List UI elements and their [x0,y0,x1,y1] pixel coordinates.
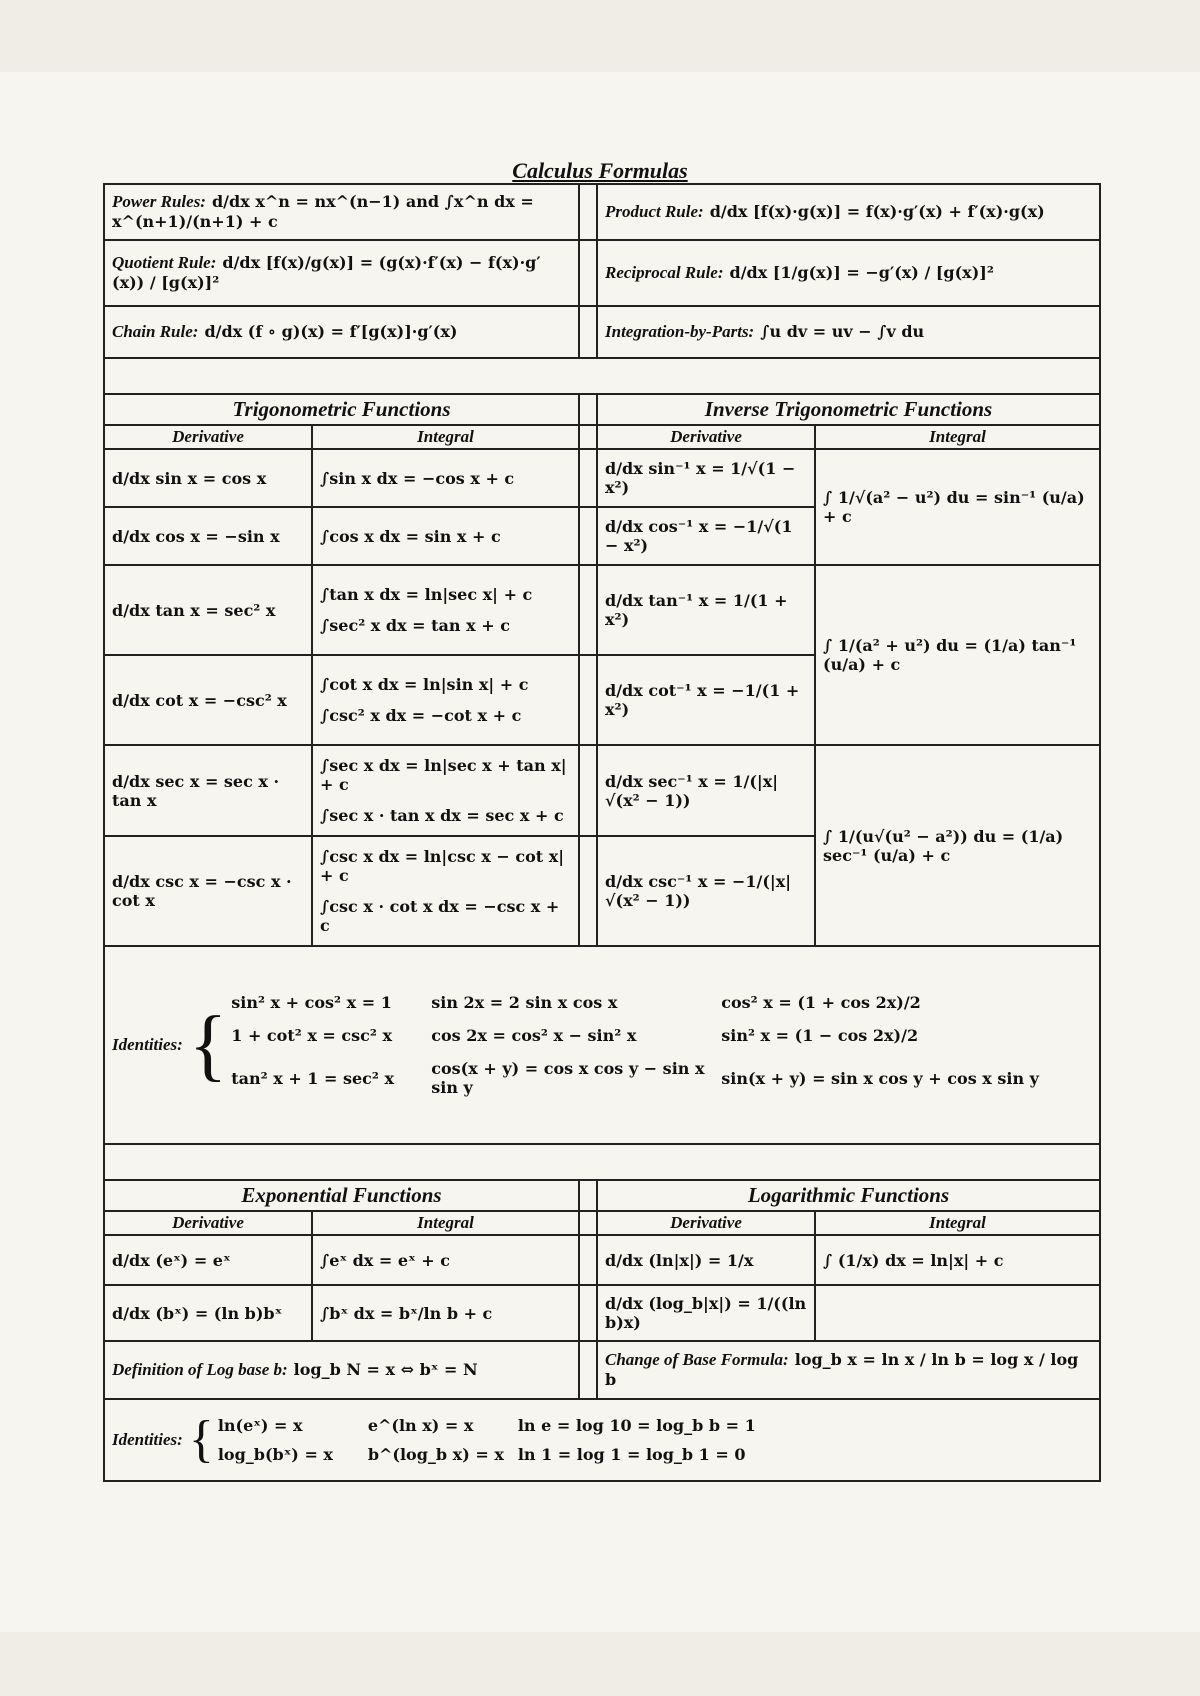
trig-derivative: d/dx tan x = sec² x [104,565,312,655]
column-gap [579,1285,597,1341]
inverse-integral: ∫ 1/(a² + u²) du = (1/a) tan⁻¹ (u/a) + c [815,565,1100,745]
rules-table [103,183,1101,395]
log-identities-label: Identities: [112,1430,183,1449]
identity: b^(log_b x) = x [367,1445,504,1464]
trig-integral [312,745,579,836]
trig-integral-line: ∫csc² x dx = −cot x + c [320,706,522,725]
trig-integral-line: ∫csc x dx = ln|csc x − cot x| + c [320,847,565,885]
parts-rule-formula: ∫u dv = uv − ∫v du [760,322,925,341]
chain-rule-formula: d/dx (f ∘ g)(x) = f′[g(x)]·g′(x) [204,322,458,341]
log-identities-grid [218,1416,848,1464]
trig-integral: ∫cos x dx = sin x + c [312,507,579,565]
log-integral: ∫ (1/x) dx = ln|x| + c [815,1235,1100,1285]
exp-integral-header: Integral [312,1211,579,1235]
identity: tan² x + 1 = sec² x [231,1068,395,1088]
column-gap [579,1341,597,1399]
reciprocal-rule-label: Reciprocal Rule: [605,263,724,282]
trig-derivative: d/dx csc x = −csc x · cot x [104,836,312,946]
quotient-rule-formula: d/dx [f(x)/g(x)] = (g(x)·f′(x) − f(x)·g′(x)) / [g(x)]² [112,253,541,292]
exp-log-table [103,1179,1101,1482]
formula-sheet [103,183,1101,1482]
identity: cos 2x = cos² x − sin² x [431,1026,637,1045]
inverse-integral: ∫ 1/(u√(u² − a²)) du = (1/a) sec⁻¹ (u/a) + c [815,745,1100,946]
trig-integral-line: ∫cot x dx = ln|sin x| + c [320,675,529,694]
trig-integral-line: ∫sec x dx = ln|sec x + tan x| + c [320,756,567,794]
trig-table [103,393,1101,1181]
trig-derivative: d/dx sec x = sec x · tan x [104,745,312,836]
trig-integral: ∫sin x dx = −cos x + c [312,449,579,507]
inverse-derivative: d/dx sin⁻¹ x = 1/√(1 − x²) [597,449,815,507]
trig-integral-line: ∫sec² x dx = tan x + c [320,616,510,635]
identity: 1 + cot² x = csc² x [231,1026,393,1045]
trig-identities-cell [104,946,1100,1144]
column-gap [579,507,597,565]
reciprocal-rule-formula: d/dx [1/g(x)] = −g′(x) / [g(x)]² [729,263,994,282]
page-title: Calculus Formulas [512,158,688,183]
identity: e^(ln x) = x [367,1416,474,1435]
identity: log_b(bˣ) = x [217,1445,333,1464]
column-gap [579,565,597,655]
exp-derivative: d/dx (eˣ) = eˣ [104,1235,312,1285]
exp-integral: ∫eˣ dx = eˣ + c [312,1235,579,1285]
power-rule-formula: d/dx x^n = nx^(n−1) and ∫x^n dx = x^(n+1)/(n+1) + c [112,192,534,231]
trig-integral [312,565,579,655]
column-gap [579,1235,597,1285]
identity: cos² x = (1 + cos 2x)/2 [721,993,921,1012]
change-base-formula: log_b x = ln x / ln b = log x / log b [605,1350,1079,1389]
product-rule-cell [597,184,1100,240]
log-identities-cell [104,1399,1100,1481]
trig-derivative: d/dx cot x = −csc² x [104,655,312,745]
trig-integral-header: Integral [312,425,579,449]
column-gap [579,425,597,449]
parts-rule-cell [597,306,1100,358]
log-integral [815,1285,1100,1341]
trig-integral-line: ∫tan x dx = ln|sec x| + c [320,585,533,604]
trig-derivative: d/dx cos x = −sin x [104,507,312,565]
trig-derivative-header: Derivative [104,425,312,449]
inverse-integral-header: Integral [815,425,1100,449]
change-base-label: Change of Base Formula: [605,1350,789,1369]
inverse-derivative-header: Derivative [597,425,815,449]
column-gap [579,240,597,306]
product-rule-formula: d/dx [f(x)·g(x)] = f(x)·g′(x) + f′(x)·g(x) [709,202,1045,221]
identity: sin 2x = 2 sin x cos x [431,993,618,1012]
column-gap [579,449,597,507]
column-gap [579,655,597,745]
trig-integral [312,836,579,946]
left-brace-icon: { [188,1411,214,1468]
exp-integral: ∫bˣ dx = bˣ/ln b + c [312,1285,579,1341]
parts-rule-label: Integration-by-Parts: [605,322,755,341]
product-rule-label: Product Rule: [605,202,704,221]
log-derivative: d/dx (ln|x|) = 1/x [597,1235,815,1285]
inverse-derivative: d/dx tan⁻¹ x = 1/(1 + x²) [597,565,815,655]
inverse-integral: ∫ 1/√(a² − u²) du = sin⁻¹ (u/a) + c [815,449,1100,565]
spacer-row [104,358,1100,394]
inverse-trig-heading: Inverse Trigonometric Functions [597,394,1100,425]
power-rule-cell [104,184,579,240]
chain-rule-cell [104,306,579,358]
column-gap [579,394,597,425]
inverse-derivative: d/dx csc⁻¹ x = −1/(|x|√(x² − 1)) [597,836,815,946]
chain-rule-label: Chain Rule: [112,322,199,341]
spacer-row [104,1144,1100,1180]
column-gap [579,1180,597,1211]
power-rule-label: Power Rules: [112,192,206,211]
quotient-rule-cell [104,240,579,306]
reciprocal-rule-cell [597,240,1100,306]
logarithmic-heading: Logarithmic Functions [597,1180,1100,1211]
trig-integral [312,655,579,745]
identity: sin² x + cos² x = 1 [231,993,392,1012]
identity: ln 1 = log 1 = log_b 1 = 0 [517,1445,746,1464]
log-derivative-header: Derivative [597,1211,815,1235]
identity: sin(x + y) = sin x cos y + cos x sin y [721,1068,1039,1088]
log-derivative: d/dx (log_b|x|) = 1/((ln b)x) [597,1285,815,1341]
trig-integral-line: ∫sec x · tan x dx = sec x + c [320,806,564,825]
left-brace-icon: { [188,1001,228,1089]
identity: sin² x = (1 − cos 2x)/2 [721,1026,919,1045]
trig-identities-grid [231,993,1051,1097]
inverse-derivative: d/dx sec⁻¹ x = 1/(|x|√(x² − 1)) [597,745,815,836]
identity: ln(eˣ) = x [217,1416,303,1435]
trig-integral-line: ∫csc x · cot x dx = −csc x + c [320,897,560,935]
column-gap [579,184,597,240]
column-gap [579,836,597,946]
log-integral-header: Integral [815,1211,1100,1235]
log-definition-formula: log_b N = x ⇔ bˣ = N [293,1360,478,1379]
inverse-derivative: d/dx cot⁻¹ x = −1/(1 + x²) [597,655,815,745]
identity: cos(x + y) = cos x cos y − sin x sin y [431,1059,705,1097]
exp-derivative: d/dx (bˣ) = (ln b)bˣ [104,1285,312,1341]
exponential-heading: Exponential Functions [104,1180,579,1211]
column-gap [579,1211,597,1235]
log-definition-label: Definition of Log base b: [112,1360,288,1379]
log-definition-cell [104,1341,579,1399]
trig-derivative: d/dx sin x = cos x [104,449,312,507]
change-base-cell [597,1341,1100,1399]
column-gap [579,745,597,836]
quotient-rule-label: Quotient Rule: [112,253,217,272]
trig-heading: Trigonometric Functions [104,394,579,425]
column-gap [579,306,597,358]
identity: ln e = log 10 = log_b b = 1 [517,1416,756,1435]
exp-derivative-header: Derivative [104,1211,312,1235]
inverse-derivative: d/dx cos⁻¹ x = −1/√(1 − x²) [597,507,815,565]
trig-identities-label: Identities: [112,1035,183,1054]
